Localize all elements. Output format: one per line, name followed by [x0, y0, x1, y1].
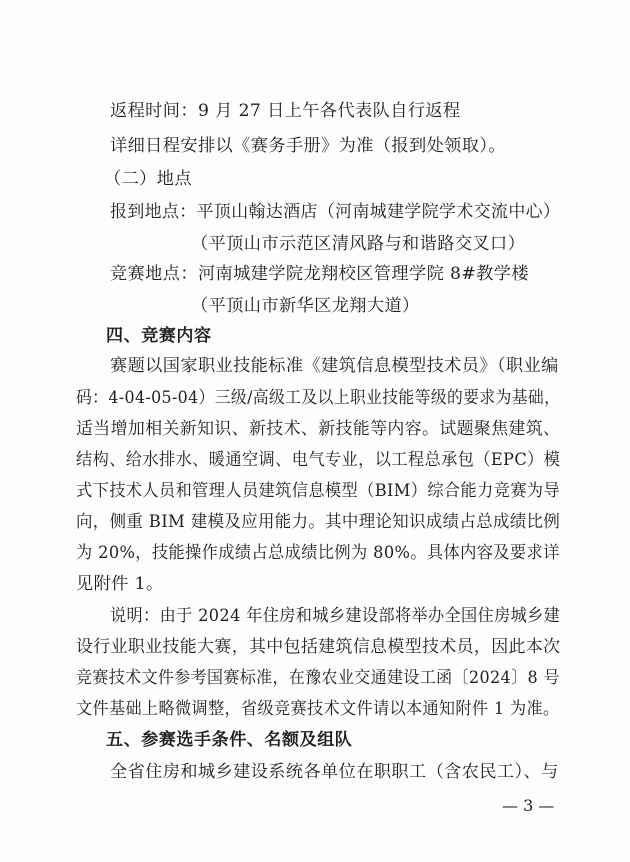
section-five-heading: 五、参赛选手条件、名额及组队: [106, 730, 353, 750]
content-para-line-5: 式下技术人员和管理人员建筑信息模型（BIM）综合能力竞赛为导: [76, 481, 561, 501]
content-para-line-4: 结构、给水排水、暖通空调、电气专业，以工程总承包（EPC）模: [76, 450, 561, 470]
note-para-line-2: 设行业职业技能大赛，其中包括建筑信息模型技术员，因此本次: [76, 637, 561, 657]
content-para-line-8: 见附件 1。: [76, 574, 164, 594]
content-para-line-7: 为 20%，技能操作成绩占总成绩比例为 80%。具体内容及要求详: [76, 543, 560, 563]
competition-address-line: （平顶山市新华区龙翔大道）: [191, 296, 420, 316]
eligibility-para-line-1: 全省住房和城乡建设系统各单位在职职工（含农民工）、与: [110, 762, 559, 782]
schedule-note-line: 详细日程安排以《赛务手册》为准（报到处领取）。: [110, 136, 506, 156]
page-number: — 3 —: [502, 796, 555, 815]
location-subheading: （二）地点: [104, 169, 192, 189]
content-para-line-6: 向，侧重 BIM 建模及应用能力。其中理论知识成绩占总成绩比例: [76, 512, 561, 532]
return-time-line: 返程时间：9 月 27 日上午各代表队自行返程: [110, 101, 461, 121]
content-para-line-1: 赛题以国家职业技能标准《建筑信息模型技术员》（职业编: [110, 356, 559, 376]
report-address-line: （平顶山市示范区清风路与和谐路交叉口）: [191, 234, 526, 254]
competition-location-line: 竞赛地点：河南城建学院龙翔校区管理学院 8#教学楼: [110, 264, 529, 284]
content-para-line-3: 适当增加相关新知识、新技术、新技能等内容。试题聚焦建筑、: [76, 419, 561, 439]
section-four-heading: 四、竞赛内容: [106, 326, 212, 346]
report-location-line: 报到地点：平顶山翰达酒店（河南城建学院学术交流中心）: [110, 202, 561, 222]
note-para-line-3: 竞赛技术文件参考国赛标准，在豫农业交通建设工函〔2024〕8 号: [76, 668, 560, 688]
note-para-line-4: 文件基础上略微调整，省级竞赛技术文件请以本通知附件 1 为准。: [76, 699, 560, 719]
content-para-line-2: 码：4-04-05-04）三级/高级工及以上职业技能等级的要求为基础，: [76, 388, 561, 408]
note-para-line-1: 说明：由于 2024 年住房和城乡建设部将举办全国住房城乡建: [110, 606, 561, 626]
